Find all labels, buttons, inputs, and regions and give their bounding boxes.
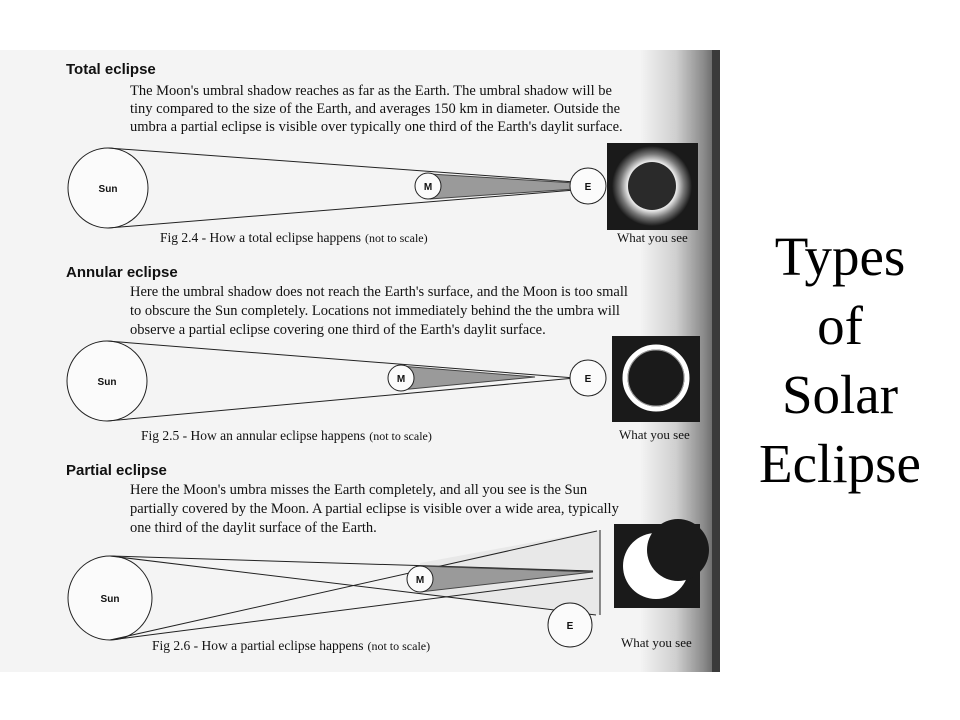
moon-label: M [423, 182, 433, 193]
annular-text-line-3: observe a partial eclipse covering one third of the Earth's daylit surface. [130, 322, 546, 338]
title-line: Solar [781, 364, 899, 425]
annular-view-image [612, 336, 700, 422]
earth-label: E [584, 182, 592, 193]
moon-label: M [396, 374, 406, 385]
page-edge [712, 50, 720, 672]
title-line: Types [774, 226, 906, 287]
annular-view-label: What you see [619, 427, 690, 442]
annular-text-line-2: to obscure the Sun completely. Locations not immediately behind the the umbra will [130, 303, 620, 319]
sun-label: Sun [97, 377, 117, 388]
sun-label: Sun [100, 594, 120, 605]
partial-text-line-1: Here the Moon's umbra misses the Earth completely, and all you see is the Sun [130, 482, 588, 498]
earth-label: E [566, 621, 574, 632]
title-line: of [817, 295, 863, 356]
total-text-line-1: The Moon's umbral shadow reaches as far as the Earth. The umbral shadow will be [130, 83, 612, 99]
total-view-label: What you see [617, 230, 688, 245]
total-text-line-3: umbra a partial eclipse is visible over typically one third of the Earth's daylit surface. [130, 119, 623, 135]
total-view-image [607, 143, 698, 230]
moon-label: M [415, 575, 425, 586]
slide-title [730, 222, 950, 498]
section-heading-annular: Annular eclipse [66, 264, 178, 281]
title-line: Eclipse [759, 433, 921, 494]
section-heading-total: Total eclipse [66, 61, 156, 78]
earth-label: E [584, 374, 592, 385]
annular-fig-caption: Fig 2.5 - How an annular eclipse happens (not to scale) [141, 428, 432, 443]
sun-label: Sun [98, 184, 118, 195]
total-text-line-2: tiny compared to the size of the Earth, and averages 150 km in diameter. Outside the [130, 101, 621, 117]
partial-view-label: What you see [621, 635, 692, 650]
partial-text-line-2: partially covered by the Moon. A partial eclipse is visible over a wide area, typically [130, 501, 619, 517]
annular-text-line-1: Here the umbral shadow does not reach the Earth's surface, and the Moon is too small [130, 284, 628, 300]
total-fig-caption: Fig 2.4 - How a total eclipse happens (not to scale) [160, 230, 428, 245]
section-heading-partial: Partial eclipse [66, 462, 167, 479]
partial-view-image [614, 519, 709, 608]
partial-fig-caption: Fig 2.6 - How a partial eclipse happens (not to scale) [152, 638, 431, 653]
partial-text-line-3: one third of the daylit surface of the Earth. [130, 520, 377, 536]
